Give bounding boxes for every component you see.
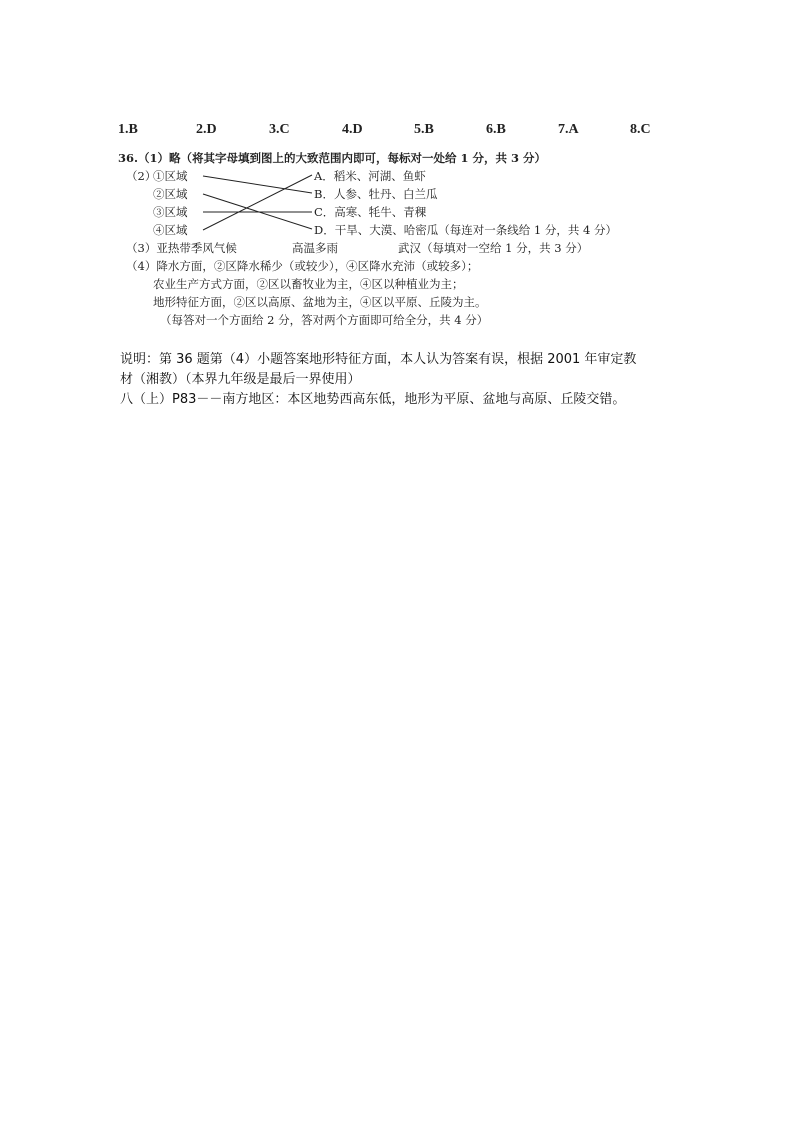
q36-part1: 36.（1）略（将其字母填到图上的大致范围内即可，每标对一处给 1 分，共 3 分） [118,151,547,165]
q36-part3-c: 武汉（每填对一空给 1 分，共 3 分） [398,241,589,255]
region-3: ③区域 [153,205,188,219]
note-line-3: 八（上）P83－－南方地区：本区地势西高东低，地形为平原、盆地与高原、丘陵交错。 [120,392,626,407]
answer-2: 2.D [196,122,217,137]
option-a: A．稻米、河湖、鱼虾 [314,169,426,183]
q36-part4-line2: 农业生产方式方面，②区以畜牧业为主，④区以种植业为主； [153,277,464,291]
answer-8: 8.C [630,122,651,137]
q36-part4-line1: （4）降水方面，②区降水稀少（或较少），④区降水充沛（或较多）； [126,259,479,273]
answer-1: 1.B [118,122,138,137]
region-2: ②区域 [153,187,188,201]
q36-part2-label: （2） [126,169,157,183]
q36-part3-a: （3）亚热带季风气候 [126,241,237,255]
note-line-2: 材（湘教）（本界九年级是最后一界使用） [120,372,361,387]
answer-7: 7.A [558,122,579,137]
note-line-1: 说明：第 36 题第（4）小题答案地形特征方面，本人认为答案有误，根据 2001 年审定教 [120,352,637,367]
region-4: ④区域 [153,223,188,237]
answer-6: 6.B [486,122,506,137]
q36-part4-line3: 地形特征方面，②区以高原、盆地为主，④区以平原、丘陵为主。 [153,295,487,309]
option-b: B．人参、牡丹、白兰瓜 [314,187,438,201]
answer-4: 4.D [342,122,363,137]
match-line-1-b [203,176,312,193]
answer-3: 3.C [269,122,290,137]
match-line-4-a [203,175,312,230]
q36-part3-b: 高温多雨 [292,241,338,255]
option-d: D．干旱、大漠、哈密瓜（每连对一条线给 1 分，共 4 分） [314,223,617,237]
answer-5: 5.B [414,122,434,137]
region-1: ①区域 [153,169,188,183]
matching-lines [0,0,794,260]
option-c: C．高寒、牦牛、青稞 [314,205,427,219]
q36-part4-line4: （每答对一个方面给 2 分，答对两个方面即可给全分，共 4 分） [160,313,489,327]
